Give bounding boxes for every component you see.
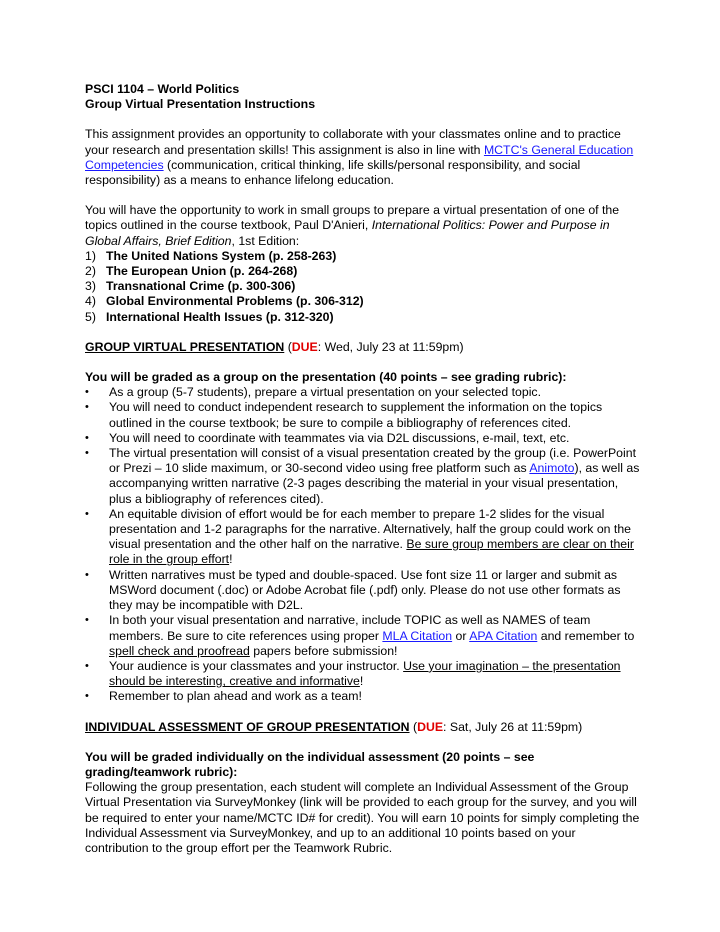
individual-grading-note: You will be graded individually on the individual assessment (20 points – see grading/teamwork rubric):: [85, 749, 535, 779]
individual-assessment-heading: INDIVIDUAL ASSESSMENT OF GROUP PRESENTATION (DUE: Sat, July 26 at 11:59pm): [85, 719, 583, 734]
intro-paragraph: This assignment provides an opportunity to collaborate with your classmates online and to practice your research and presentation skills! This assignment is also in line with MCTC's General Education Competencies (communication, critical thinking, life skills/personal responsibility, and social responsibility) as a means to enhance lifelong education.: [85, 127, 634, 188]
due-label: DUE: [417, 719, 444, 734]
topic-item: 5) International Health Issues (p. 312-320): [85, 309, 334, 324]
bullet-icon: •: [85, 568, 89, 581]
list-item: • You will need to coordinate with teammates via via D2L discussions, e-mail, text, etc.: [85, 430, 570, 445]
topics-intro-paragraph: You will have the opportunity to work in small groups to prepare a virtual presentation of one of the topics outlined in the course textbook, Paul D'Anieri, International Politics: Power and Purpose in Global Affairs, Brief Edition, 1st Edition:: [85, 203, 620, 248]
list-item: • An equitable division of effort would be for each member to prepare 1-2 slides for the visual presentation and 1-2 paragraphs for the narrative. Alternatively, half the group could work on the visual presentation and the other half on the narrative. Be sure group members are clear on their role in the group effort!: [85, 506, 634, 567]
mla-citation-link[interactable]: MLA Citation: [382, 628, 453, 643]
topic-item: 3) Transnational Crime (p. 300-306): [85, 279, 296, 294]
list-item: • In both your visual presentation and narrative, include TOPIC as well as NAMES of team members. Be sure to cite references using proper MLA Citation or APA Citation and remember to spell check and proofread papers before submission!: [85, 613, 635, 658]
bullet-icon: •: [85, 386, 89, 399]
list-item: • You will need to conduct independent research to supplement the information on the topics outlined in the course textbook; be sure to compile a bibliography of references cited.: [85, 400, 603, 430]
document-body: [85, 82, 640, 856]
bullet-icon: •: [85, 507, 89, 520]
bullet-icon: •: [85, 447, 89, 460]
topic-item: 1) The United Nations System (p. 258-263): [85, 248, 337, 263]
bullet-icon: •: [85, 401, 89, 414]
list-item: • Remember to plan ahead and work as a team!: [85, 689, 362, 704]
list-item: • Your audience is your classmates and your instructor. Use your imagination – the presentation should be interesting, creative and informative!: [85, 658, 621, 689]
course-title: PSCI 1104 – World Politics: [85, 82, 240, 96]
individual-assessment-body: Following the group presentation, each student will complete an Individual Assessment of the Group Virtual Presentation via SurveyMonkey (link will be provided to each group for the survey, and you will be required to enter your name/MCTC ID# for credit). You will earn 10 points for simply completing the Individual Assessment via SurveyMonkey, and up to an additional 10 points based on your contribution to the group effort per the Teamwork Rubric.: [85, 780, 640, 855]
due-label: DUE: [291, 339, 318, 354]
gen-ed-competencies-link[interactable]: MCTC's General Education Competencies: [85, 142, 634, 172]
topic-list: [85, 249, 640, 325]
list-item: • The virtual presentation will consist of a visual presentation created by the group (i.e. PowerPoint or Prezi – 10 slide maximum, or 30-second video using free platform such as Animoto), as well as accompanying written narrative (2-3 pages describing the material in your visual presentation, plus a bibliography of references cited).: [85, 446, 640, 506]
topic-item: 4) Global Environmental Problems (p. 306-312): [85, 294, 364, 309]
document-subtitle: Group Virtual Presentation Instructions: [85, 97, 316, 112]
group-instructions-list: [85, 385, 640, 704]
bullet-icon: •: [85, 614, 89, 627]
topic-item: 2) The European Union (p. 264-268): [85, 264, 298, 279]
bullet-icon: •: [85, 431, 89, 444]
list-item: • As a group (5-7 students), prepare a virtual presentation on your selected topic.: [85, 385, 542, 400]
apa-citation-link[interactable]: APA Citation: [469, 628, 538, 643]
list-item: • Written narratives must be typed and double-spaced. Use font size 11 or larger and submit as MSWord document (.doc) or Adobe Acrobat file (.pdf) only. Please do not use other formats as they may be incompatible with D2L.: [85, 567, 621, 613]
group-presentation-heading: GROUP VIRTUAL PRESENTATION (DUE: Wed, July 23 at 11:59pm): [85, 339, 464, 354]
bullet-icon: •: [85, 659, 89, 672]
animoto-link[interactable]: Animoto: [529, 461, 575, 476]
textbook-title: International Politics: Power and Purpose in Global Affairs, Brief Edition: [85, 218, 610, 248]
bullet-icon: •: [85, 690, 89, 703]
group-grading-note: You will be graded as a group on the presentation (40 points – see grading rubric):: [85, 370, 567, 385]
